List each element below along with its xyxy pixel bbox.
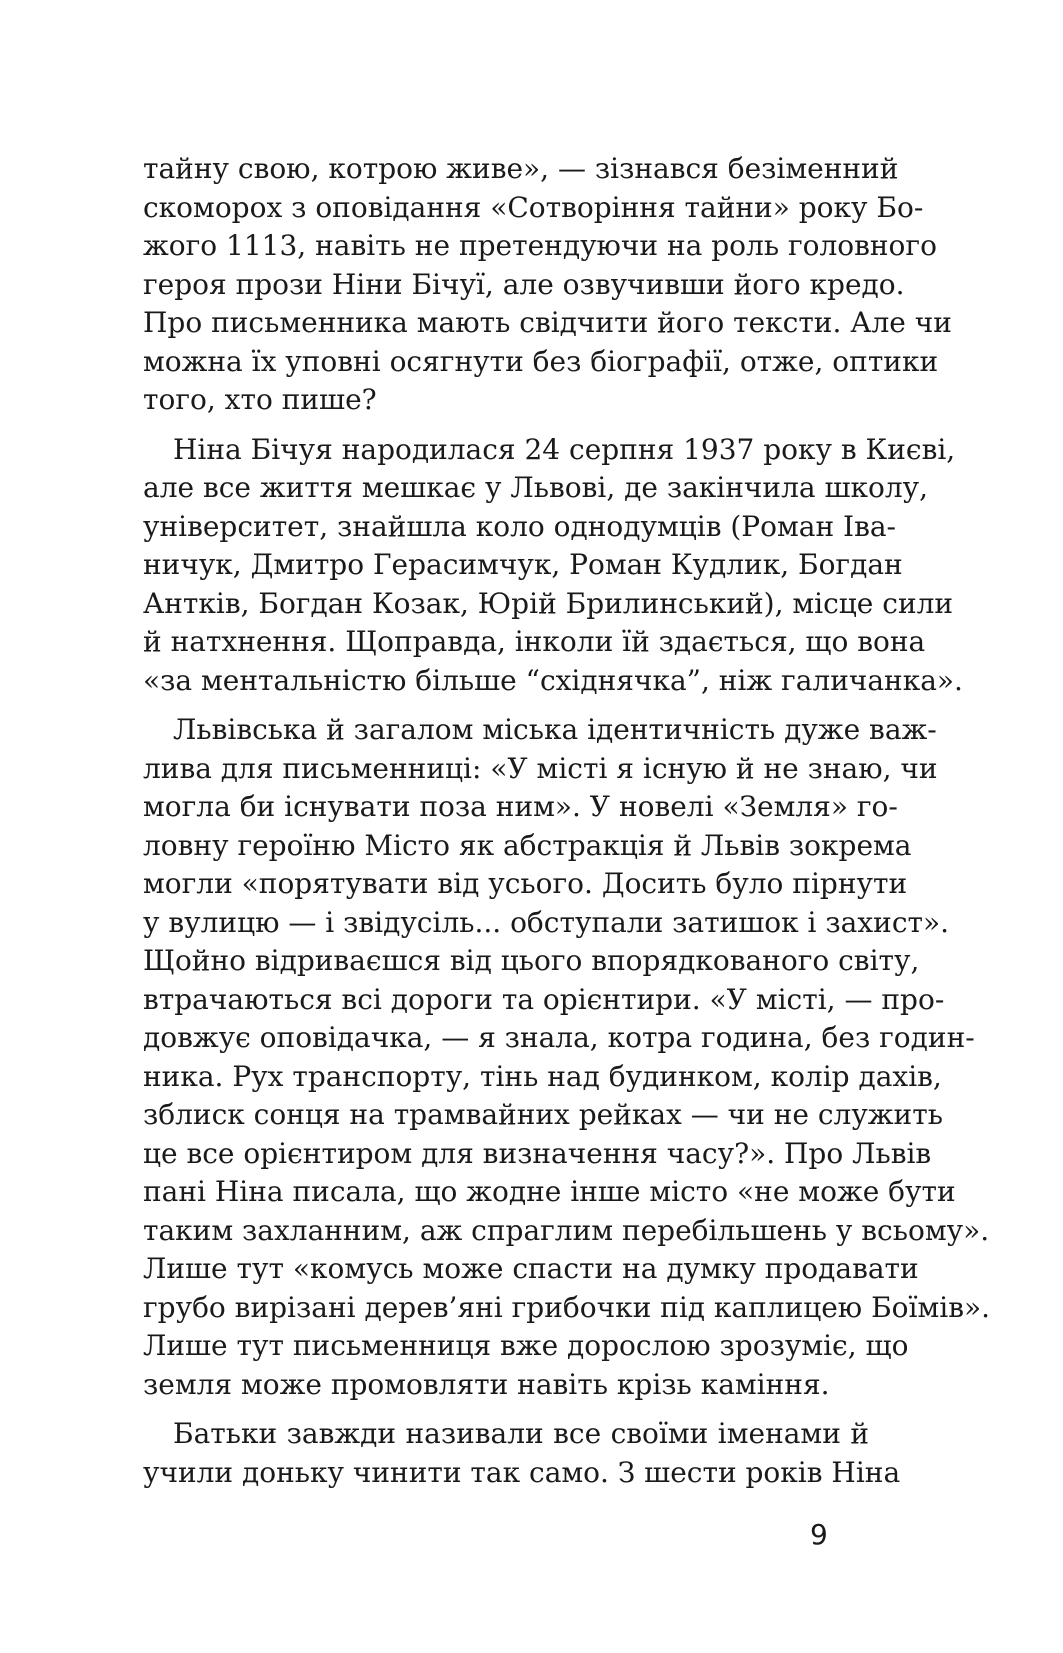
text-line: Антків, Богдан Козак, Юрій Брилинський), місце сили — [143, 586, 954, 620]
text-line: скоморох з оповідання «Сотворіння тайни» року Бо- — [143, 190, 924, 224]
text-line: Ніна Бічуя народилася 24 серпня 1937 року в Києві, — [173, 432, 956, 466]
text-line: лива для письменниці: «У місті я існую й не знаю, чи — [143, 751, 938, 785]
text-line: тайну свою, котрою живе», — зізнався безіменний — [143, 152, 899, 185]
text-line: могла би існувати поза ним». У новелі «Земля» го- — [143, 790, 898, 823]
text-line: учили доньку чинити так само. З шести років Ніна — [143, 1455, 901, 1489]
text-line: це все орієнтиром для визначення часу?». Про Львів — [143, 1136, 932, 1170]
text-line: пані Ніна писала, що жодне інше місто «не може бути — [143, 1175, 956, 1208]
page-number: 9 — [810, 1518, 828, 1551]
text-line: могли «порятувати від усього. Досить було пірнути — [143, 867, 908, 900]
text-line: довжує оповідачка, — я знала, котра година, без годин- — [143, 1021, 975, 1054]
text-line: «за ментальністю більше “східнячка”, ніж галичанка». — [143, 663, 963, 697]
text-line: втрачаються всі дороги та орієнтири. «У місті, — про- — [143, 982, 945, 1016]
text-line: ничук, Дмитро Герасимчук, Роман Кудлик, Богдан — [143, 548, 903, 581]
text-line: й натхнення. Щоправда, інколи їй здається, що вона — [143, 625, 926, 658]
text-line: Щойно відриваєшся від цього впорядкованого світу, — [143, 944, 920, 977]
text-line: Про письменника мають свідчити його тексти. Але чи — [143, 306, 952, 339]
paragraph — [143, 150, 952, 420]
text-line: Львівська й загалом міська ідентичність дуже важ- — [173, 713, 937, 746]
text-line: ловну героїню Місто як абстракція й Львів зокрема — [143, 828, 912, 862]
body-text — [143, 150, 990, 1492]
text-line: Лише тут «комусь може спасти на думку продавати — [143, 1252, 919, 1285]
paragraph — [143, 711, 990, 1404]
text-line: Батьки завжди називали все своїми іменами й — [173, 1417, 869, 1450]
text-line: жого 1113, навіть не претендуючи на роль головного — [143, 229, 937, 262]
text-line: у вулицю — і звідусіль... обступали затишок і захист». — [143, 905, 950, 939]
paragraph — [143, 431, 963, 701]
text-line: героя прози Ніни Бічуї, але озвучивши його кредо. — [143, 267, 905, 301]
text-line: таким захланним, аж спраглим перебільшень у всьому». — [143, 1213, 990, 1247]
text-line: грубо вирізані дерев’яні грибочки під каплицею Боїмів». — [143, 1290, 990, 1324]
text-line: Лише тут письменниця вже дорослою зрозуміє, що — [143, 1329, 909, 1362]
text-line: ника. Рух транспорту, тінь над будинком, колір дахів, — [143, 1059, 942, 1093]
text-line: зблиск сонця на трамвайних рейках — чи не служить — [143, 1098, 943, 1131]
text-line: університет, знайшла коло однодумців (Роман Іва- — [143, 509, 897, 543]
text-line: того, хто пише? — [143, 383, 377, 416]
text-line: земля може промовляти навіть крізь каміння. — [143, 1367, 830, 1401]
text-line: але все життя мешкає у Львові, де закінчила школу, — [143, 471, 929, 504]
paragraph — [143, 1415, 901, 1492]
text-line: можна їх уповні осягнути без біографії, отже, оптики — [143, 344, 939, 378]
